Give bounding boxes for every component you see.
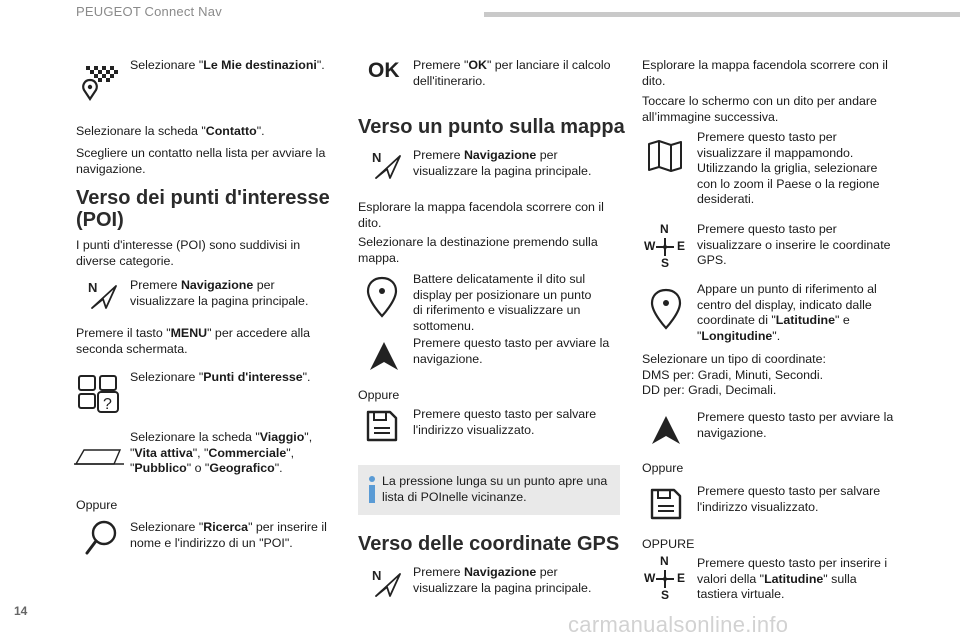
svg-text:N: N — [88, 280, 98, 295]
start-navigation-icon — [650, 414, 682, 446]
navigation-icon — [86, 280, 120, 310]
gps-coordinates-icon — [644, 556, 686, 602]
step-press-navigation-gps: Premere Navigazione per visualizzare la pagina principale. — [413, 565, 592, 595]
compass-east: E — [677, 571, 686, 585]
info-note — [358, 465, 620, 515]
label-oppure: Oppure — [642, 461, 684, 475]
page-number: 14 — [14, 604, 28, 618]
paragraph-coordinate-types: Selezionare un tipo di coordinate: DMS per: Gradi, Minuti, Secondi. DD per: Gradi, Decimali. — [642, 352, 826, 397]
step-tap-display: Battere delicatamente il dito sul display per posizionare un punto di riferimento e visualizzare un sottomenu. — [413, 272, 592, 333]
step-search-poi: Selezionare "Ricerca" per inserire il nome e l'indirizzo di un "POI". — [130, 520, 327, 550]
running-header: PEUGEOT Connect Nav — [76, 4, 222, 19]
step-reference-point: Appare un punto di riferimento al centro del display, indicato dalle coordinate di "Latitudine" e "Longitudine". — [697, 282, 877, 343]
paragraph-menu-key: Premere il tasto "MENU" per accedere alla seconda schermata. — [76, 326, 310, 356]
info-icon — [366, 475, 378, 505]
label-oppure: Oppure — [358, 388, 400, 402]
navigation-icon — [370, 150, 404, 180]
save-address-icon — [364, 408, 400, 444]
step-save-address: Premere questo tasto per salvare l'indirizzo visualizzato. — [413, 407, 597, 437]
tab-selector-icon — [74, 446, 124, 468]
step-start-navigation: Premere questo tasto per avviare la navigazione. — [413, 336, 610, 366]
heading-gps: Verso delle coordinate GPS — [358, 533, 620, 555]
step-enter-latitude: Premere questo tasto per inserire i valori della "Latitudine" sulla tastiera virtuale. — [697, 556, 888, 601]
location-pin-icon — [650, 288, 682, 330]
step-press-navigation-map: Premere Navigazione per visualizzare la pagina principale. — [413, 148, 592, 178]
compass-south: S — [661, 588, 670, 602]
gps-coordinates-icon — [644, 224, 686, 270]
compass-west: W — [644, 571, 656, 585]
compass-east: E — [677, 239, 686, 253]
paragraph-select-destination: Selezionare la destinazione premendo sulla mappa. — [358, 235, 598, 265]
save-address-icon — [648, 486, 684, 522]
heading-poi: Verso dei punti d'interesse (POI) — [76, 187, 330, 231]
ok-icon — [368, 58, 408, 80]
step-select-poi: Selezionare "Punti d'interesse". — [130, 370, 311, 384]
step-press-ok: Premere "OK" per lanciare il calcolo dell'itinerario. — [413, 58, 611, 88]
info-note-text: La pressione lunga su un punto apre una lista di POInelle vicinanze. — [382, 474, 608, 504]
start-navigation-icon — [368, 340, 400, 372]
world-map-icon — [646, 138, 684, 174]
watermark: carmanualsonline.info — [568, 612, 789, 637]
paragraph-choose-contact: Scegliere un contatto nella lista per avviare la navigazione. — [76, 146, 326, 176]
ok-icon-label: OK — [368, 59, 400, 80]
step-world-map: Premere questo tasto per visualizzare il mappamondo. Utilizzando la griglia, selezionare con lo zoom il Paese o la regione desiderati. — [697, 130, 880, 206]
label-oppure-caps: OPPURE — [642, 537, 695, 551]
search-icon — [84, 518, 120, 558]
paragraph-contact-tab: Selezionare la scheda "Contatto". — [76, 124, 265, 138]
compass-south: S — [661, 256, 670, 270]
heading-map-point: Verso un punto sulla mappa — [358, 116, 625, 138]
points-of-interest-icon — [76, 372, 124, 414]
step-select-tab-category: Selezionare la scheda "Viaggio", "Vita attiva", "Commerciale", "Pubblico" o "Geografico". — [130, 430, 313, 475]
svg-text:N: N — [372, 150, 382, 165]
compass-north: N — [660, 554, 669, 568]
navigation-icon — [370, 568, 404, 598]
location-pin-icon — [366, 276, 398, 318]
paragraph-explore-map: Esplorare la mappa facendola scorrere con il dito. — [358, 200, 604, 230]
my-destinations-icon — [80, 62, 120, 102]
compass-west: W — [644, 239, 656, 253]
step-save-address-gps: Premere questo tasto per salvare l'indirizzo visualizzato. — [697, 484, 881, 514]
step-my-destinations: Selezionare "Le Mie destinazioni". — [130, 58, 325, 72]
paragraph-explore-map-2: Esplorare la mappa facendola scorrere con il dito. — [642, 58, 888, 88]
header-rule — [484, 12, 960, 17]
compass-north: N — [660, 222, 669, 236]
label-oppure: Oppure — [76, 498, 118, 512]
step-gps-coordinates: Premere questo tasto per visualizzare o inserire le coordinate GPS. — [697, 222, 891, 267]
paragraph-poi-categories: I punti d'interesse (POI) sono suddivisi in diverse categorie. — [76, 238, 301, 268]
step-press-navigation: Premere Navigazione per visualizzare la pagina principale. — [130, 278, 309, 308]
step-start-navigation-gps: Premere questo tasto per avviare la navigazione. — [697, 410, 894, 440]
svg-text:N: N — [372, 568, 382, 583]
svg-text:?: ? — [103, 396, 112, 413]
paragraph-next-image: Toccare lo schermo con un dito per andare all’immagine successiva. — [642, 94, 877, 124]
